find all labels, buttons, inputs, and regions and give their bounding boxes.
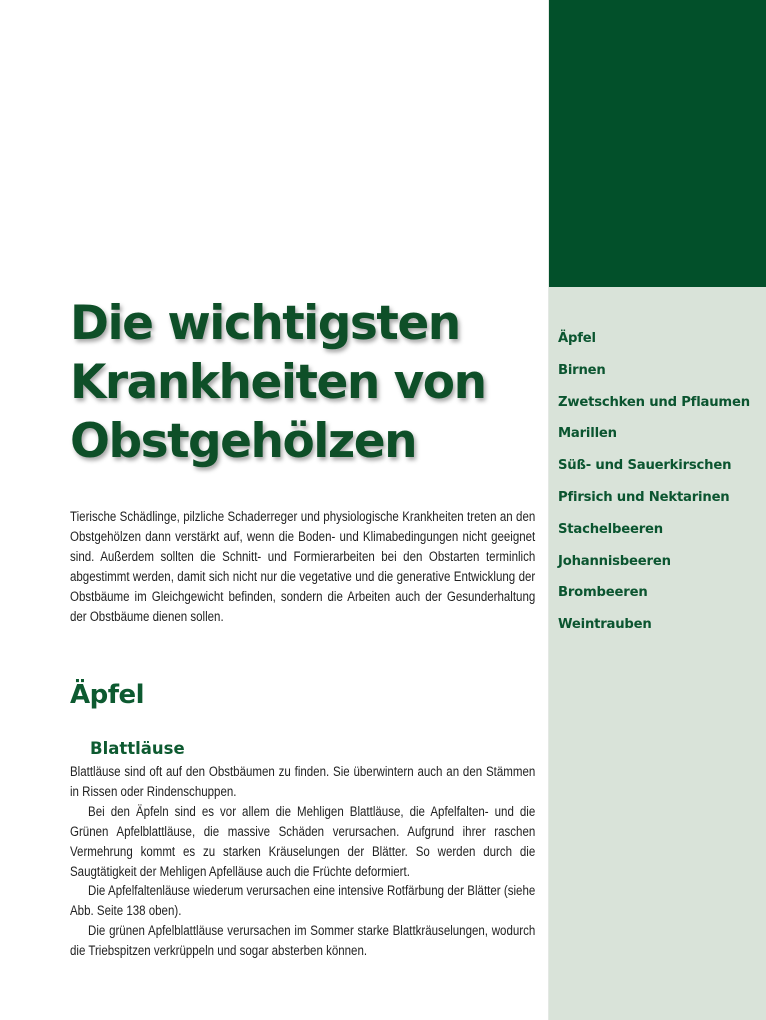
sidebar-item-marillen[interactable]: Marillen — [558, 426, 617, 442]
sidebar-item-pfirsich[interactable]: Pfirsich und Nektarinen — [558, 489, 730, 505]
sidebar-item-stachelbeeren[interactable]: Stachelbeeren — [558, 521, 663, 537]
page-title — [70, 294, 486, 471]
page-title-line: Obstgehölzen — [70, 414, 417, 469]
paragraph: Die Apfelfaltenläuse wiederum verursachen eine intensive Rotfärbung der Blätter (siehe Abb. Seite 138 oben). — [70, 883, 536, 919]
paragraph: Die grünen Apfelblattläuse verursachen im Sommer starke Blattkräuselungen, wodurch die Triebspitzen verkrüppeln und sogar absterben können. — [70, 923, 536, 959]
sidebar-item-birnen[interactable]: Birnen — [558, 362, 606, 378]
sidebar-item-brombeeren[interactable]: Brombeeren — [558, 585, 648, 601]
article-body — [70, 762, 535, 961]
intro-paragraph: Tierische Schädlinge, pilzliche Schaderreger und physiologische Krankheiten treten an den Obstgehölzen dann verstärkt auf, wenn die Boden- und Klimabedingungen nicht geeignet sind. Außerdem sollten die Schnitt- und Formierarbeiten bei den Obstarten terminlich abgestimmt werden, damit sich nicht nur die vegetative und die generative Entwicklung der Obstbäume im Gleichgewicht befinden, sondern die Arbeiten auch der Gesunderhaltung der Obstbäume dienen sollen. — [70, 509, 536, 624]
sidebar — [548, 0, 766, 1020]
sidebar-item-kirschen[interactable]: Süß- und Sauerkirschen — [558, 458, 732, 474]
sidebar-item-weintrauben[interactable]: Weintrauben — [558, 617, 652, 633]
section-title: Äpfel — [70, 680, 145, 710]
paragraph: Blattläuse sind oft auf den Obstbäumen zu finden. Sie überwintern auch an den Stämmen in Rissen oder Rindenschuppen. — [70, 764, 536, 799]
subsection-title: Blattläuse — [90, 739, 185, 758]
sidebar-item-johannisbeeren[interactable]: Johannisbeeren — [558, 553, 671, 569]
sidebar-item-aepfel[interactable]: Äpfel — [558, 331, 596, 346]
sidebar-chapter-list — [558, 327, 750, 645]
sidebar-header-block — [549, 0, 766, 287]
page-title-line: Krankheiten von — [70, 355, 486, 410]
page-title-line: Die wichtigsten — [70, 296, 460, 351]
sidebar-item-zwetschken[interactable]: Zwetschken und Pflaumen — [558, 394, 750, 410]
paragraph: Bei den Äpfeln sind es vor allem die Mehligen Blattläuse, die Apfelfalten- und die Grünen Apfelblattläuse, die massive Schäden verursachen. Aufgrund ihrer raschen Vermehrung kommt es zu starken Kräuselungen der Blätter. So werden durch die Saugtätigkeit der Mehligen Apfelläuse auch die Früchte deformiert. — [70, 803, 536, 879]
